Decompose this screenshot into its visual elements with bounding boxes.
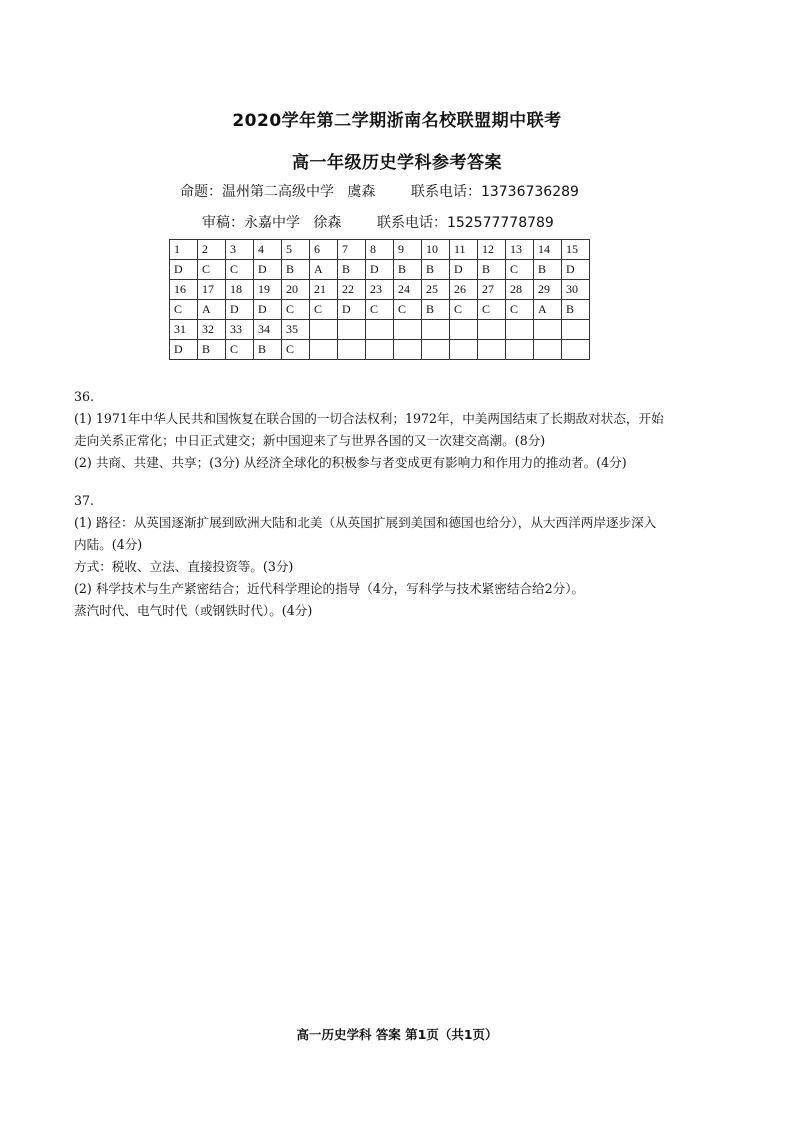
table-cell: A — [534, 300, 562, 320]
table-row — [170, 260, 590, 280]
table-cell: C — [170, 300, 198, 320]
table-cell — [478, 340, 506, 360]
table-cell: 26 — [450, 280, 478, 300]
page-title: 2020学年第二学期浙南名校联盟期中联考 — [232, 111, 562, 131]
table-cell: 14 — [534, 240, 562, 260]
table-cell: 19 — [254, 280, 282, 300]
table-cell — [338, 340, 366, 360]
table-cell — [562, 320, 590, 340]
table-cell: C — [198, 260, 226, 280]
table-cell: 16 — [170, 280, 198, 300]
table-cell: 33 — [226, 320, 254, 340]
table-cell: B — [282, 260, 310, 280]
table-cell: D — [338, 300, 366, 320]
table-cell — [310, 320, 338, 340]
table-cell — [310, 340, 338, 360]
table-cell — [338, 320, 366, 340]
table-cell: 2 — [198, 240, 226, 260]
table-cell: 22 — [338, 280, 366, 300]
table-cell: C — [450, 300, 478, 320]
table-cell: 35 — [282, 320, 310, 340]
page-subtitle: 高一年级历史学科参考答案 — [292, 153, 502, 173]
table-cell — [506, 320, 534, 340]
answer-line: (2) 共商、共建、共享；(3分) 从经济全球化的积极参与者变成更有影响力和作用力的推动者。(4分) — [74, 455, 627, 470]
answer-line: 方式：税收、立法、直接投资等。(3分) — [74, 559, 294, 574]
answer-line: 走向关系正常化；中日正式建交；新中国迎来了与世界各国的又一次建交高潮。(8分) — [74, 433, 546, 448]
table-cell: 13 — [506, 240, 534, 260]
answer-line: 蒸汽时代、电气时代（或钢铁时代）。(4分) — [74, 603, 313, 618]
table-row — [170, 320, 590, 340]
table-cell — [534, 340, 562, 360]
question-37 — [74, 490, 734, 622]
table-cell: 5 — [282, 240, 310, 260]
table-row — [170, 280, 590, 300]
question-number: 37. — [74, 493, 95, 508]
table-cell: C — [226, 260, 254, 280]
author-line: 命题：温州第二高级中学 虞森 联系电话：13736736289 — [180, 184, 579, 200]
table-cell: D — [254, 260, 282, 280]
table-cell: C — [394, 300, 422, 320]
table-cell — [478, 320, 506, 340]
table-cell: 28 — [506, 280, 534, 300]
answer-line: (1) 路径：从英国逐渐扩展到欧洲大陆和北美（从英国扩展到美国和德国也给分），从大西洋两岸逐步深入 — [74, 515, 657, 530]
table-cell: C — [282, 340, 310, 360]
table-cell — [450, 340, 478, 360]
table-cell: B — [338, 260, 366, 280]
table-cell: C — [506, 260, 534, 280]
table-cell: 23 — [366, 280, 394, 300]
table-cell: B — [394, 260, 422, 280]
table-cell: 10 — [422, 240, 450, 260]
table-cell — [422, 340, 450, 360]
answer-line: (1) 1971年中华人民共和国恢复在联合国的一切合法权利；1972年，中美两国结束了长期敌对状态，开始 — [74, 411, 664, 426]
table-cell: 27 — [478, 280, 506, 300]
answer-line: (2) 科学技术与生产紧密结合；近代科学理论的指导（4分，写科学与技术紧密结合给2分）。 — [74, 581, 585, 596]
table-cell — [394, 340, 422, 360]
table-cell: D — [366, 260, 394, 280]
table-cell — [450, 320, 478, 340]
table-cell: 34 — [254, 320, 282, 340]
table-cell: 4 — [254, 240, 282, 260]
table-cell: D — [254, 300, 282, 320]
answer-line: 内陆。(4分) — [74, 537, 143, 552]
table-cell: B — [254, 340, 282, 360]
table-cell: 6 — [310, 240, 338, 260]
table-cell: 29 — [534, 280, 562, 300]
table-cell: 31 — [170, 320, 198, 340]
table-cell: 15 — [562, 240, 590, 260]
table-row — [170, 340, 590, 360]
question-36 — [74, 386, 734, 474]
table-cell: A — [198, 300, 226, 320]
table-cell: 25 — [422, 280, 450, 300]
page-footer: 高一历史学科 答案 第1页（共1页） — [296, 1027, 498, 1042]
table-cell: B — [478, 260, 506, 280]
table-cell: 1 — [170, 240, 198, 260]
review-line: 审稿：永嘉中学 徐森 联系电话：152577778789 — [202, 215, 554, 231]
table-cell: C — [506, 300, 534, 320]
table-cell: 32 — [198, 320, 226, 340]
table-cell — [562, 340, 590, 360]
table-cell: D — [170, 260, 198, 280]
table-cell: 3 — [226, 240, 254, 260]
table-row — [170, 240, 590, 260]
table-cell: B — [422, 260, 450, 280]
table-cell — [534, 320, 562, 340]
table-cell: 24 — [394, 280, 422, 300]
table-cell: C — [226, 340, 254, 360]
table-cell: 18 — [226, 280, 254, 300]
table-cell: 30 — [562, 280, 590, 300]
table-cell: 9 — [394, 240, 422, 260]
answer-table — [169, 239, 590, 360]
table-cell: C — [366, 300, 394, 320]
table-cell: C — [478, 300, 506, 320]
table-cell: C — [282, 300, 310, 320]
table-cell — [506, 340, 534, 360]
table-cell: B — [562, 300, 590, 320]
table-cell — [366, 340, 394, 360]
table-cell: B — [198, 340, 226, 360]
table-cell: 21 — [310, 280, 338, 300]
table-cell: A — [310, 260, 338, 280]
table-cell — [422, 320, 450, 340]
table-cell: 8 — [366, 240, 394, 260]
table-cell: B — [534, 260, 562, 280]
table-cell: 12 — [478, 240, 506, 260]
table-cell: C — [310, 300, 338, 320]
table-cell: D — [450, 260, 478, 280]
table-cell: 7 — [338, 240, 366, 260]
table-cell — [394, 320, 422, 340]
table-cell: D — [170, 340, 198, 360]
table-cell: D — [562, 260, 590, 280]
table-cell: 17 — [198, 280, 226, 300]
table-row — [170, 300, 590, 320]
table-cell: 20 — [282, 280, 310, 300]
table-cell: B — [422, 300, 450, 320]
table-cell — [366, 320, 394, 340]
table-cell: D — [226, 300, 254, 320]
question-number: 36. — [74, 389, 95, 404]
table-cell: 11 — [450, 240, 478, 260]
